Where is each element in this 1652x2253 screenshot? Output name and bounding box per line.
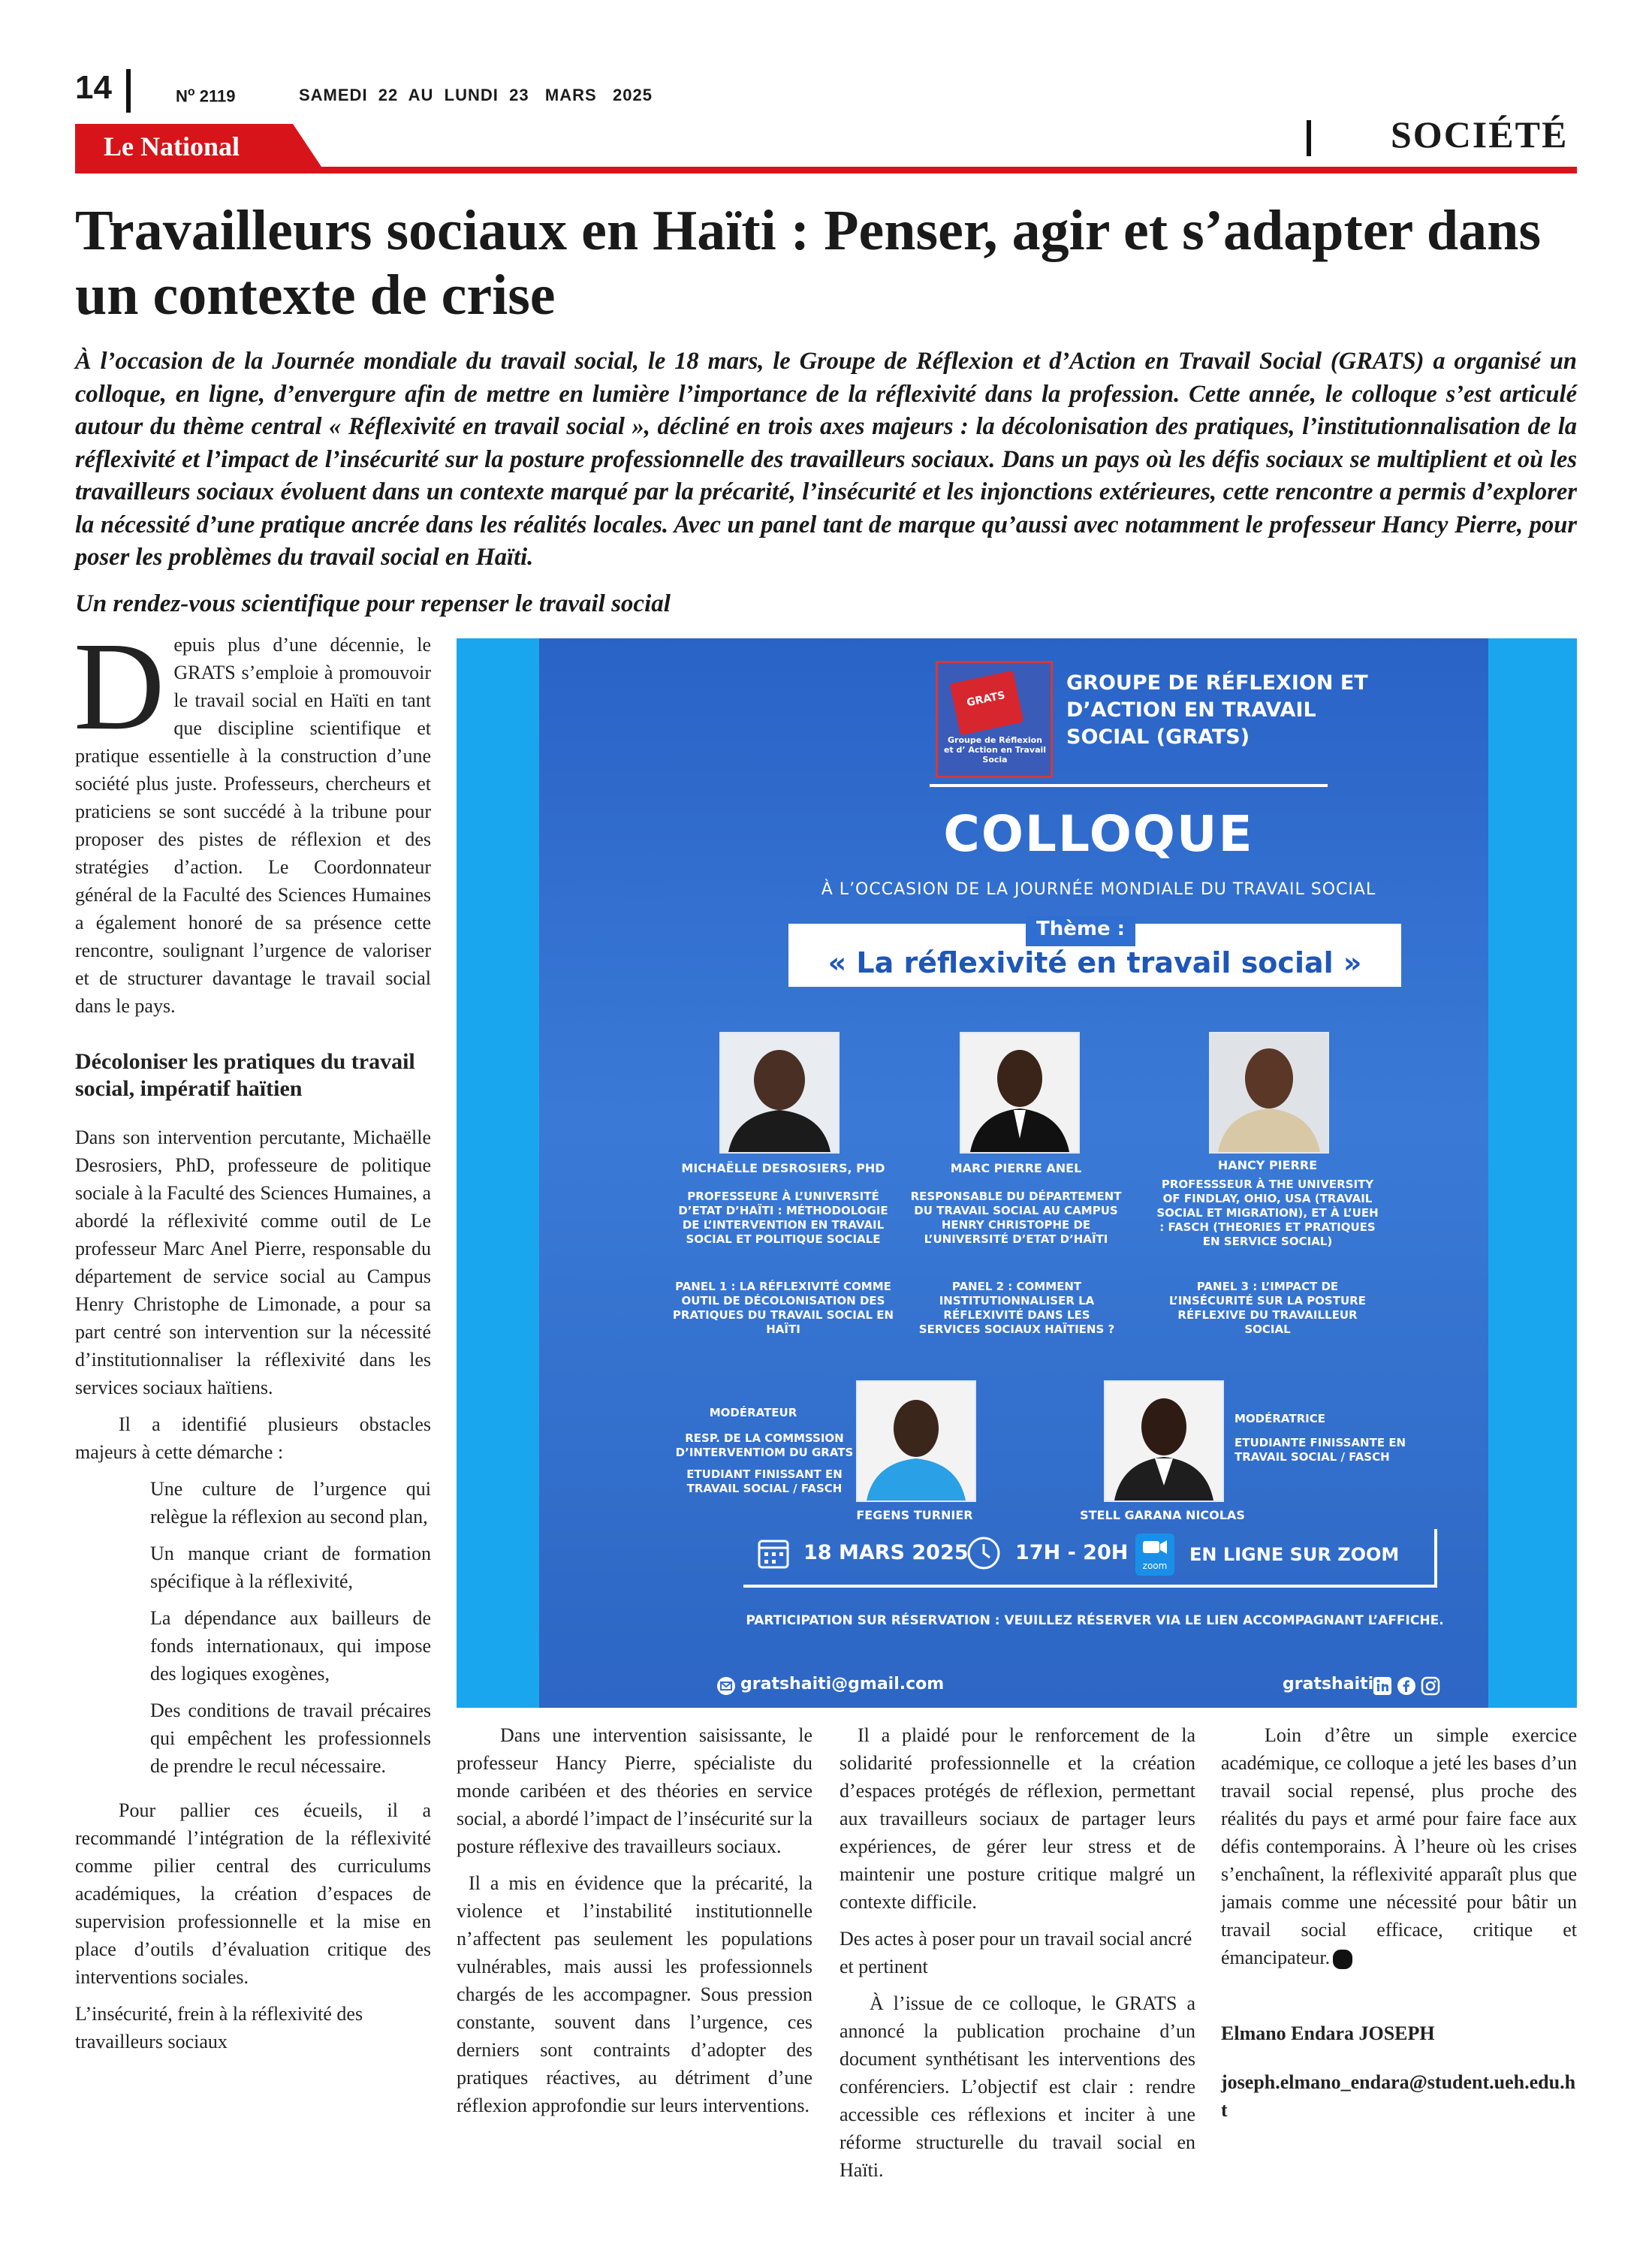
colloque-poster [457, 638, 1577, 1708]
author-email[interactable]: joseph.elmano_endara@student.ueh.edu.ht [1221, 2071, 1576, 2121]
list-item: Une culture de l’urgence qui relègue la réflexion au second plan, [75, 1475, 431, 1531]
section-divider [1307, 120, 1311, 156]
paragraph: L’insécurité, frein à la réflexivité des travailleurs sociaux [75, 2003, 363, 2052]
book-icon [950, 671, 1024, 735]
speaker-name: MICHAËLLE DESROSIERS, PHD [681, 1161, 885, 1175]
speaker-photo-anel [960, 1032, 1080, 1154]
panel-2: PANEL 2 : COMMENT INSTITUTIONNALISER LA RÉFLEXIVITÉ DANS LES SERVICES SOCIAUX HAÏTIENS ? [918, 1280, 1115, 1336]
drop-cap: D [74, 617, 165, 756]
mail-icon [716, 1676, 736, 1696]
paragraph: Pour pallier ces écueils, il a recommandé l’intégration de la réflexivité comme pilier central des curriculums académiques, la création d’espaces de supervision professionnelle et la mise en place d’outils d’évaluation critique des interventions sociales. [75, 1799, 431, 1988]
article-title: Travailleurs sociaux en Haïti : Penser, agir et s’adapter dans un contexte de crise [75, 199, 1542, 327]
facebook-icon [1397, 1676, 1416, 1696]
paragraph: Il a identifié plusieurs obstacles majeurs à cette démarche : [75, 1413, 431, 1463]
issue-date: SAMEDI 22 AU LUNDI 23 MARS 2025 [299, 86, 653, 104]
article-subhead: Un rendez-vous scientifique pour repenser le travail social [75, 590, 671, 617]
issue-number: $N^o$ 2119 [176, 86, 236, 106]
moderator-role: ETUDIANTE FINISSANTE EN TRAVAIL SOCIAL / FASCH [1234, 1436, 1406, 1464]
participation-note: PARTICIPATION SUR RÉSERVATION : VEUILLEZ RÉSERVER VIA LE LIEN ACCOMPAGNANT L’AFFICHE. [746, 1613, 1444, 1628]
panel-3: PANEL 3 : L’IMPACT DE L’INSÉCURITÉ SUR LA POSTURE RÉFLEXIVE DU TRAVAILLEUR SOCIAL [1169, 1280, 1366, 1336]
moderator-name: STELL GARANA NICOLAS [1080, 1508, 1245, 1522]
moderator-label: MODÉRATRICE [1234, 1412, 1325, 1425]
article-column-3 [840, 1721, 1195, 2193]
paragraph: À l’issue de ce colloque, le GRATS a annoncé la publication prochaine d’un document synthétisant les interventions des conférenciers. L’objectif est clair : rendre accessible ces réflexions et inciter à une réforme structurelle du travail social en Haïti. [840, 1992, 1195, 2181]
bullet-glyph-icon [75, 1697, 150, 1780]
event-location: EN LIGNE SUR ZOOM [1189, 1544, 1400, 1565]
speaker-role: PROFESSSEUR À THE UNIVERSITY OF FINDLAY, OHIO, USA (TRAVAIL SOCIAL ET MIGRATION), ET À L’UEH : FASCH (THEORIES ET PRATIQUES EN SERVICE SOCIAL) [1156, 1178, 1379, 1248]
list-item: Des conditions de travail précaires qui empêchent les professionnels de prendre le recul nécessaire. [75, 1697, 431, 1780]
moderator-role: RESP. DE LA COMMSSION D’INTERVENTIOM DU GRATS [675, 1431, 854, 1459]
article-column-4 [1221, 1721, 1577, 2133]
list-item: Un manque criant de formation spécifique à la réflexivité, [75, 1540, 431, 1595]
paragraph: Il a plaidé pour le renforcement de la solidarité professionnelle et la création d’espaces protégés de réflexion, permettant aux travailleurs sociaux de partager leurs expériences, de gérer leur stress et de maintenir une posture critique malgré un contexte difficile. [840, 1724, 1195, 1913]
speaker-role: PROFESSEURE À L’UNIVERSITÉ D’ETAT D’HAÏTI : MÉTHODOLOGIE DE L’INTERVENTION EN TRAVAIL SOCIAL ET POLITIQUE SOCIALE [678, 1190, 888, 1246]
calendar-icon [757, 1537, 790, 1570]
poster-side-band [1488, 638, 1577, 1708]
paragraph: Depuis plus d’une décennie, le GRATS s’emploie à promouvoir le travail social en Haïti en tant que discipline scientifique et pratique essentielle à la construction d’une société plus juste. Professeurs, chercheurs et praticiens se sont succédé à la tribune pour proposer des pistes de réflexion et des stratégies d’action. Le Coordonnateur général de la Faculté des Sciences Humaines a également honoré de sa présence cette rencontre, soulignant l’urgence de valoriser et de structurer davantage le travail social dans le pays. [74, 617, 431, 1017]
list-item: La dépendance aux bailleurs de fonds internationaux, qui impose des logiques exogènes, [75, 1604, 431, 1687]
event-date: 18 MARS 2025 [803, 1541, 969, 1564]
paragraph: Dans son intervention percutante, Michaëlle Desrosiers, PhD, professeure de politique sociale à la Faculté des Sciences Humaines, a abordé la réflexivité comme outil de Le professeur Marc Anel Pierre, responsable du département de service social au Campus Henry Christophe de Limonade, a pour sa part centré son intervention sur la nécessité d’institutionnaliser la réflexivité dans les services sociaux haïtiens. [75, 1126, 431, 1398]
speaker-name: MARC PIERRE ANEL [950, 1161, 1082, 1175]
poster-side-band [457, 638, 539, 1708]
page-number-divider [126, 69, 131, 113]
paragraph: Des actes à poser pour un travail social ancré et pertinent [840, 1928, 1192, 1977]
panel-1: PANEL 1 : LA RÉFLEXIVITÉ COMME OUTIL DE DÉCOLONISATION DES PRATIQUES DU TRAVAIL SOCIAL EN HAÏTI [672, 1280, 894, 1336]
paragraph: Loin d’être un simple exercice académique, ce colloque a jeté les bases d’un travail social repensé, plus proche des réalités du pays et armé pour faire face aux défis contemporains. À l’heure où les crises s’enchaînent, la réflexivité apparaît plus que jamais comme une nécessité pour bâtir un travail social efficace, critique et émancipateur. [1221, 1724, 1577, 1968]
theme-title: « La réflexivité en travail social » [828, 946, 1362, 979]
moderator-photo-turnier [856, 1380, 976, 1502]
paragraph: Dans une intervention saisissante, le professeur Hancy Pierre, spécialiste du monde caribéen et des théories en service social, a abordé l’impact de l’insécurité sur la posture réflexive des travailleurs sociaux. [457, 1724, 812, 1857]
instagram-icon [1421, 1676, 1440, 1696]
poster-body [539, 638, 1488, 1708]
speaker-role: RESPONSABLE DU DÉPARTEMENT DU TRAVAIL SOCIAL AU CAMPUS HENRY CHRISTOPHE DE L’UNIVERSITÉ D’ETAT D’HAÏTI [910, 1190, 1122, 1246]
clock-icon [966, 1535, 1002, 1571]
event-time: 17H - 20H [1015, 1541, 1129, 1564]
author-name: Elmano Endara JOSEPH [1221, 2022, 1435, 2044]
linkedin-icon [1373, 1676, 1392, 1696]
logo-badge: GRATS [966, 689, 1006, 710]
moderator-label: MODÉRATEUR [709, 1406, 797, 1419]
paragraph: Il a mis en évidence que la précarité, la violence et l’instabilité institutionnelle n’affectent pas seulement les populations vulnérables, mais aussi les professionnels chargés de les accompagner. Sous pression constante, souvent dans l’urgence, ces derniers sont contraints d’adopter des pratiques réactives, au détriment d’une réflexion approfondie sur leurs interventions. [457, 1872, 812, 2116]
section-label: SOCIÉTÉ [1391, 113, 1569, 155]
speaker-photo-desrosiers [719, 1032, 840, 1154]
moderator-name: FEGENS TURNIER [856, 1508, 973, 1522]
poster-headline: COLLOQUE [943, 805, 1254, 863]
poster-occasion: À L’OCCASION DE LA JOURNÉE MONDIALE DU TRAVAIL SOCIAL [821, 880, 1376, 899]
theme-label: Thème : [1036, 918, 1126, 940]
article-column-2 [457, 1721, 812, 2128]
social-handle: gratshaiti [1283, 1675, 1374, 1694]
article-column-1 [74, 617, 431, 2064]
bullet-glyph-icon [75, 1604, 150, 1687]
bullet-glyph-icon [75, 1540, 150, 1595]
logo-caption: Groupe de Réflexion et d’ Action en Travail Socia [943, 735, 1047, 765]
zoom-camera-icon: zoom [1135, 1534, 1174, 1576]
newspaper-brand: Le National [104, 131, 240, 161]
page-number: 14 [75, 69, 112, 106]
contact-email: gratshaiti@gmail.com [740, 1675, 945, 1694]
organizer-name: GROUPE DE RÉFLEXION ET D’ACTION EN TRAVAIL SOCIAL (GRATS) [1066, 671, 1368, 749]
end-of-article-icon [1333, 1950, 1352, 1969]
poster-rule [930, 784, 1328, 787]
moderator-photo-nicolas [1104, 1380, 1224, 1502]
grats-logo [936, 661, 1053, 778]
speaker-name: HANCY PIERRE [1217, 1158, 1318, 1172]
header-red-rule [75, 167, 1577, 173]
moderator-role: ETUDIANT FINISSANT EN TRAVAIL SOCIAL / FASCH [686, 1467, 843, 1495]
bullet-glyph-icon [75, 1475, 150, 1531]
section-heading: Décoloniser les pratiques du travail social, impératif haïtien [75, 1049, 415, 1101]
speaker-photo-hancy-pierre [1209, 1032, 1329, 1154]
article-lead: À l’occasion de la Journée mondiale du travail social, le 18 mars, le Groupe de Réflexion et d’Action en Travail Social (GRATS) a organisé un colloque, en ligne, d’envergure afin de mettre en lumière l’importance de la réflexivité dans la profession. Cette année, le colloque s’est articulé autour du thème central « Réflexivité en travail social », décliné en trois axes majeurs : la décolonisation des pratiques, l’institutionnalisation de la réflexivité et l’impact de l’insécurité sur la posture professionnelle des travailleurs sociaux. Dans un pays où les défis sociaux se multiplient et où les travailleurs sociaux évoluent dans un contexte marqué par la précarité, l’insécurité et les injonctions extérieures, cette rencontre a permis d’explorer la nécessité d’une pratique ancrée dans les réalités locales. Avec un panel tant de marque qu’aussi avec notamment le professeur Hancy Pierre, pour poser les problèmes du travail social en Haïti. [75, 348, 1577, 571]
